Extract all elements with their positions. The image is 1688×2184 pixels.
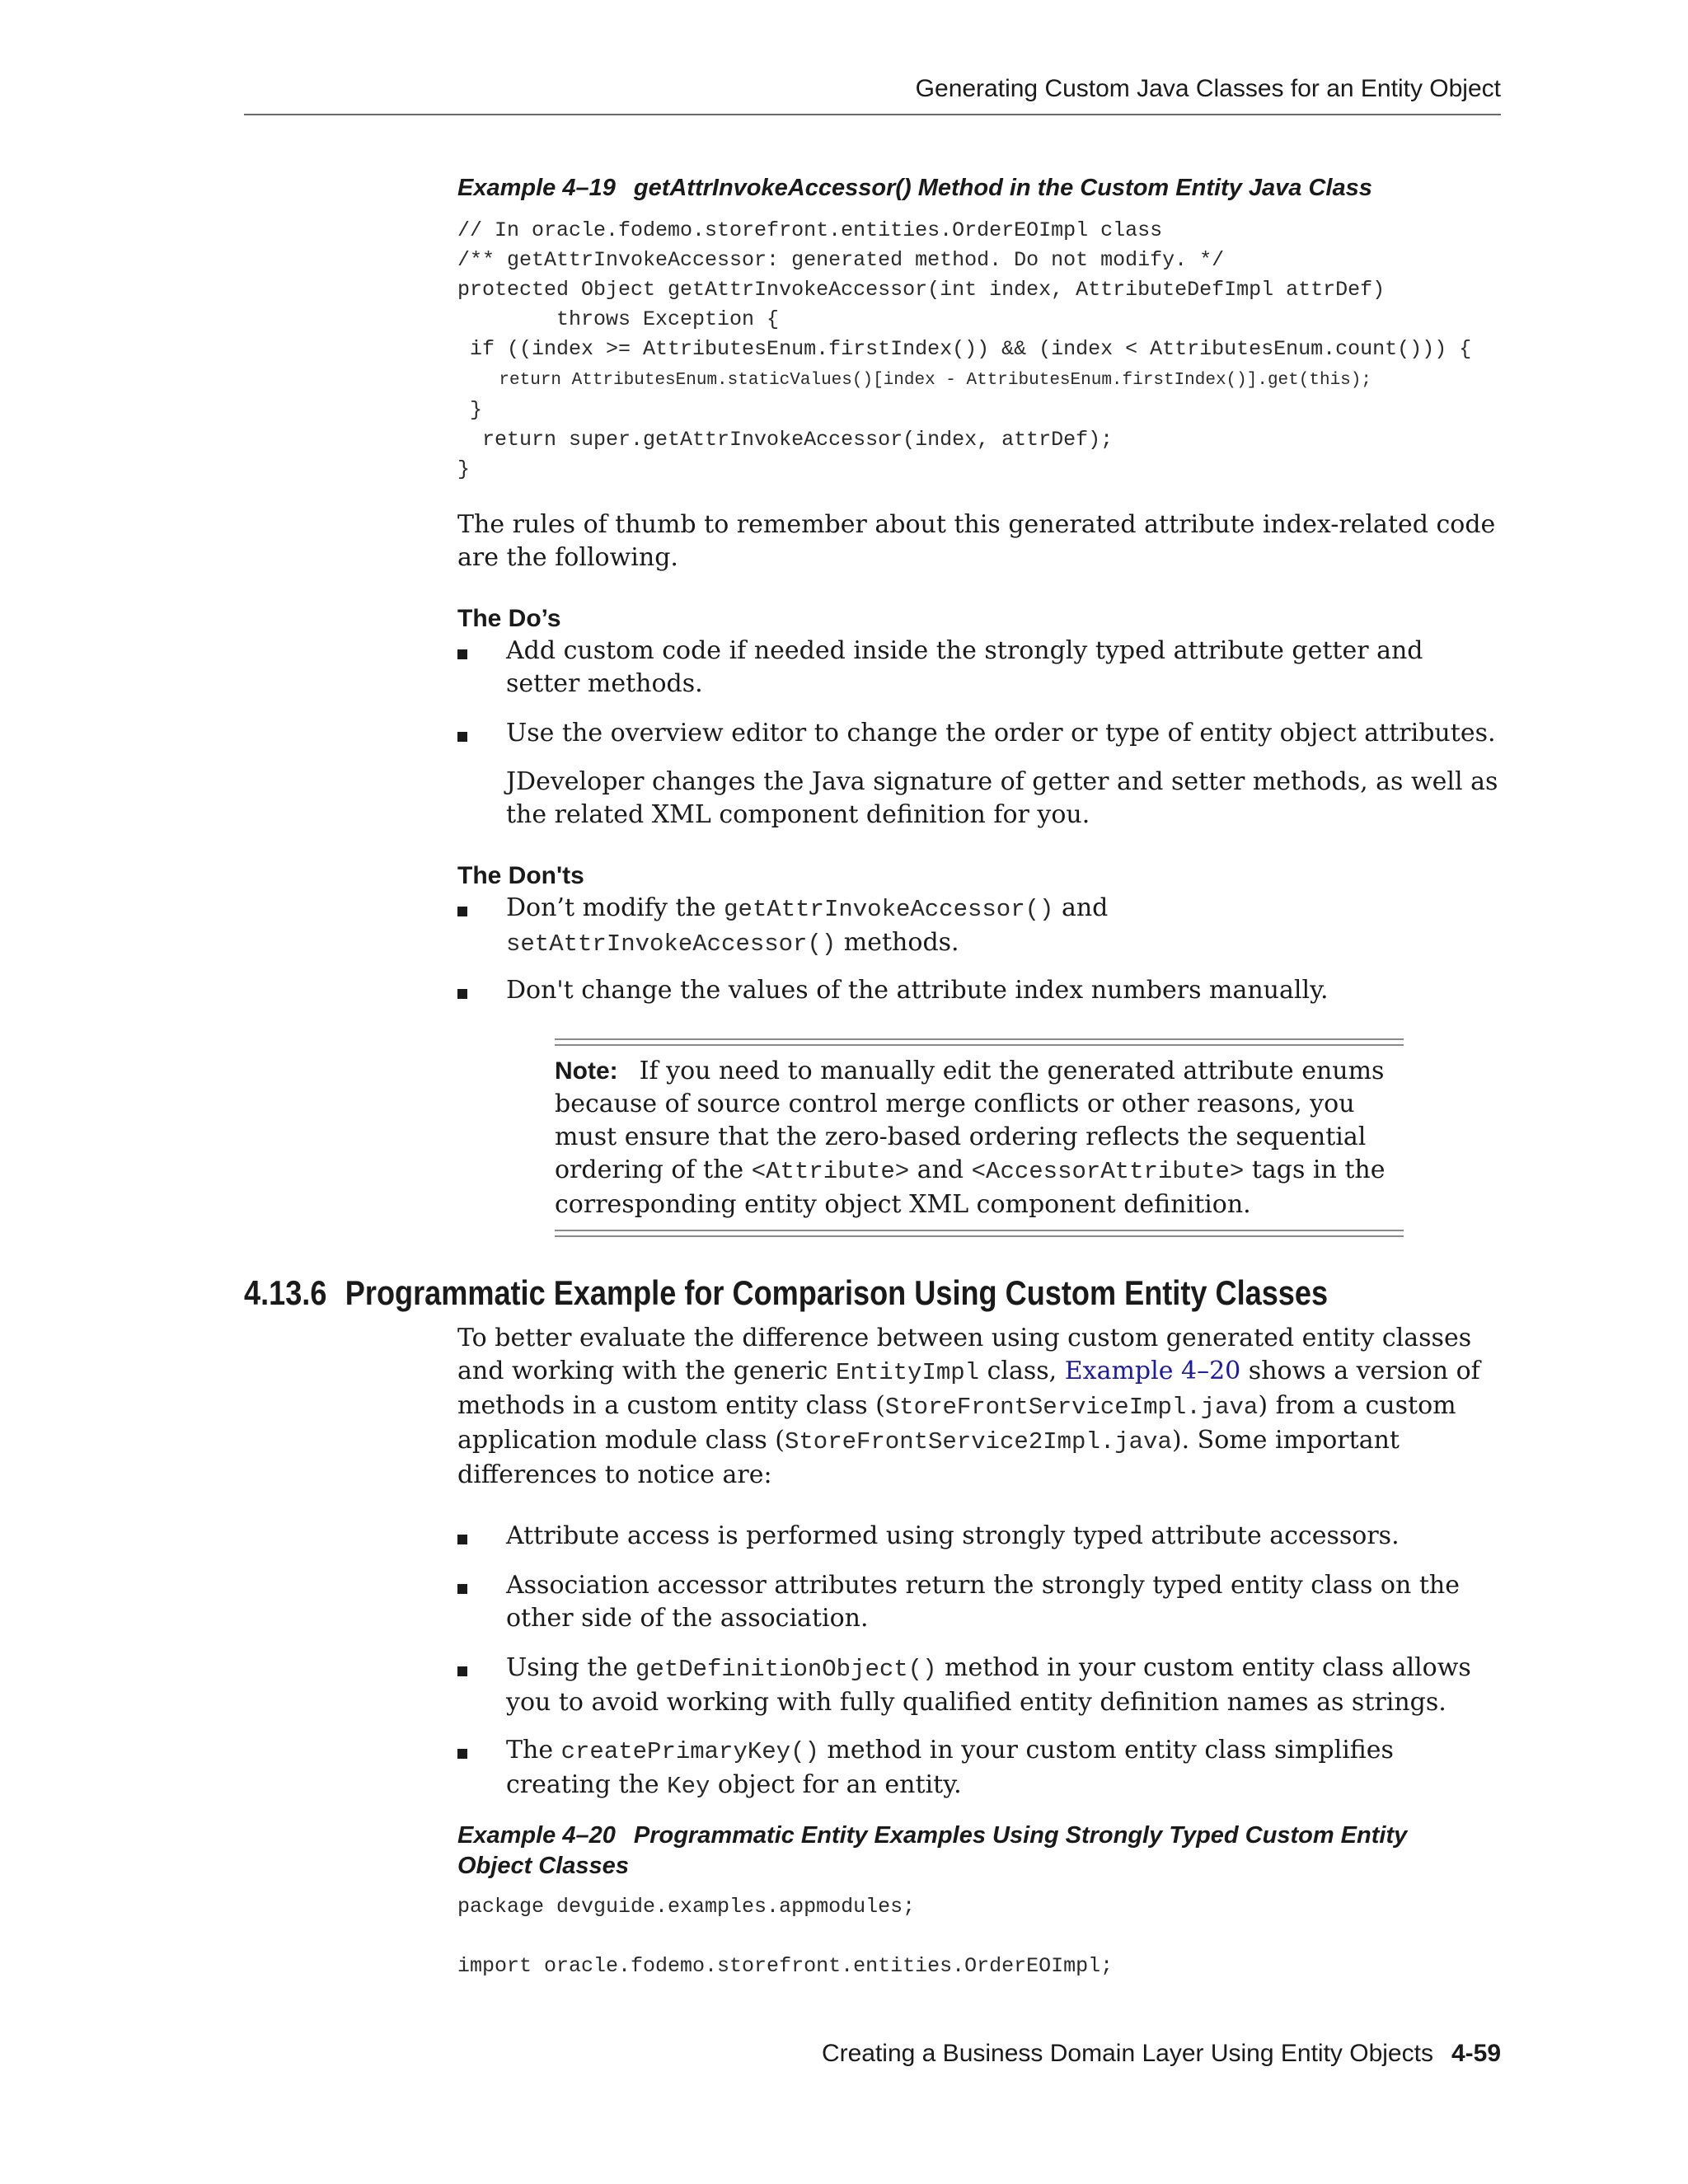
note-label: Note: bbox=[555, 1057, 618, 1085]
section-bullet-definition-object bbox=[506, 1652, 1503, 1719]
dos-item-overview-editor: Use the overview editor to change the order or type of entity object attributes. bbox=[506, 719, 1496, 748]
code-line: if ((index >= AttributesEnum.firstIndex()) && (index < AttributesEnum.count())) { bbox=[457, 337, 1472, 361]
text-run: If you need to manually edit the generated attribute enums because of source control merge conflicts or other reasons, you must ensure that the zero-based ordering reflects the sequential ordering of the bbox=[555, 1057, 1385, 1184]
section-intro-paragraph bbox=[457, 1322, 1500, 1492]
section-heading bbox=[244, 1272, 1328, 1315]
text-run: and bbox=[1053, 893, 1109, 922]
text-run: shows a version of methods in a custom entity class ( bbox=[457, 1357, 1480, 1420]
example-20-caption bbox=[457, 1821, 1488, 1882]
dos-heading: The Do’s bbox=[457, 605, 561, 632]
inline-code: setAttrInvokeAccessor() bbox=[506, 930, 837, 958]
donts-heading: The Don'ts bbox=[457, 862, 584, 889]
example-19-caption bbox=[457, 173, 1488, 204]
code-line: protected Object getAttrInvokeAccessor(int index, AttributeDefImpl attrDef) bbox=[457, 278, 1386, 302]
inline-code: EntityImpl bbox=[836, 1359, 980, 1386]
inline-code: StoreFrontServiceImpl.java bbox=[884, 1394, 1259, 1421]
bullet-icon bbox=[457, 1535, 467, 1544]
text-run: and bbox=[909, 1155, 972, 1184]
example-20-title: Programmatic Entity Examples Using Strongly Typed Custom Entity Object Classes bbox=[457, 1822, 1408, 1879]
code-line: // In oracle.fodemo.storefront.entities.OrderEOImpl class bbox=[457, 218, 1163, 242]
inline-code: getAttrInvokeAccessor() bbox=[724, 896, 1054, 923]
bullet-icon bbox=[457, 649, 467, 659]
note-box bbox=[555, 1055, 1395, 1221]
code-line: } bbox=[457, 457, 471, 481]
code-line: return AttributesEnum.staticValues()[index - AttributesEnum.firstIndex()].get(this); bbox=[457, 371, 1372, 390]
inline-code: getDefinitionObject() bbox=[635, 1656, 937, 1683]
code-line: } bbox=[457, 398, 483, 422]
example-4-20-link[interactable]: Example 4–20 bbox=[1064, 1357, 1241, 1385]
text-run: tags in the corresponding entity object XML component definition. bbox=[555, 1155, 1386, 1219]
bullet-icon bbox=[457, 1666, 467, 1676]
text-run: object for an entity. bbox=[710, 1770, 962, 1799]
bullet-icon bbox=[457, 732, 467, 742]
dos-item-followup: JDeveloper changes the Java signature of getter and setter methods, as well as the related XML component definition for you. bbox=[506, 767, 1498, 829]
note-top-rule bbox=[555, 1044, 1404, 1046]
donts-item-accessor-methods bbox=[506, 892, 1503, 961]
inline-code: StoreFrontService2Impl.java bbox=[784, 1428, 1172, 1455]
page-footer bbox=[577, 2039, 1501, 2069]
note-bottom-rule bbox=[555, 1230, 1404, 1231]
text-run: method in your custom entity class simplifies creating the bbox=[506, 1736, 1394, 1799]
code-line: throws Exception { bbox=[457, 307, 780, 331]
rules-intro-paragraph: The rules of thumb to remember about this generated attribute index-related code are the following. bbox=[457, 510, 1496, 572]
section-bullet-association-accessor: Association accessor attributes return the strongly typed entity class on the other side of the association. bbox=[506, 1571, 1460, 1633]
text-run: To better evaluate the difference between using custom generated entity classes and working with the generic bbox=[457, 1324, 1472, 1385]
bullet-icon bbox=[457, 907, 467, 916]
text-run: Don’t modify the bbox=[506, 893, 724, 922]
text-run: The bbox=[506, 1736, 561, 1765]
bullet-icon bbox=[457, 1584, 467, 1594]
text-run: Using the bbox=[506, 1653, 636, 1682]
text-run: method in your custom entity class allows you to avoid working with fully qualified entity definition names as strings. bbox=[506, 1653, 1471, 1717]
example-19-code bbox=[457, 216, 1471, 485]
code-line: package devguide.examples.appmodules; bbox=[457, 1895, 916, 1919]
section-bullet-attribute-access: Attribute access is performed using strongly typed attribute accessors. bbox=[506, 1521, 1400, 1550]
footer-title: Creating a Business Domain Layer Using Entity Objects bbox=[821, 2040, 1433, 2067]
donts-item-index-numbers: Don't change the values of the attribute index numbers manually. bbox=[506, 976, 1329, 1005]
page-number: 4-59 bbox=[1451, 2040, 1501, 2067]
section-title: Programmatic Example for Comparison Using Custom Entity Classes bbox=[345, 1273, 1329, 1312]
text-run: class, bbox=[979, 1357, 1065, 1385]
example-20-code bbox=[457, 1892, 1113, 1981]
text-run: ) from a custom application module class ( bbox=[457, 1391, 1456, 1455]
inline-code: <Attribute> bbox=[751, 1158, 910, 1185]
bullet-icon bbox=[457, 989, 467, 999]
inline-code: <AccessorAttribute> bbox=[971, 1158, 1245, 1185]
text-run: ). Some important differences to notice are: bbox=[457, 1426, 1400, 1489]
text-run: methods. bbox=[836, 928, 959, 957]
dos-item-custom-code: Add custom code if needed inside the strongly typed attribute getter and setter methods. bbox=[506, 636, 1423, 698]
example-20-label: Example 4–20 bbox=[457, 1822, 616, 1849]
inline-code: createPrimaryKey() bbox=[560, 1738, 819, 1765]
header-rule bbox=[244, 114, 1501, 115]
note-top-rule bbox=[555, 1038, 1404, 1040]
code-line: return super.getAttrInvokeAccessor(index, attrDef); bbox=[457, 428, 1114, 452]
running-header: Generating Custom Java Classes for an Entity Object bbox=[915, 75, 1501, 102]
section-number: 4.13.6 bbox=[244, 1273, 327, 1312]
section-bullet-primary-key bbox=[506, 1734, 1503, 1803]
bullet-icon bbox=[457, 1749, 467, 1759]
code-line: import oracle.fodemo.storefront.entities.OrderEOImpl; bbox=[457, 1954, 1114, 1978]
example-19-label: Example 4–19 bbox=[457, 175, 616, 201]
note-bottom-rule bbox=[555, 1235, 1404, 1237]
code-line: /** getAttrInvokeAccessor: generated method. Do not modify. */ bbox=[457, 248, 1225, 272]
example-19-title: getAttrInvokeAccessor() Method in the Custom Entity Java Class bbox=[633, 175, 1372, 201]
inline-code: Key bbox=[667, 1773, 710, 1800]
